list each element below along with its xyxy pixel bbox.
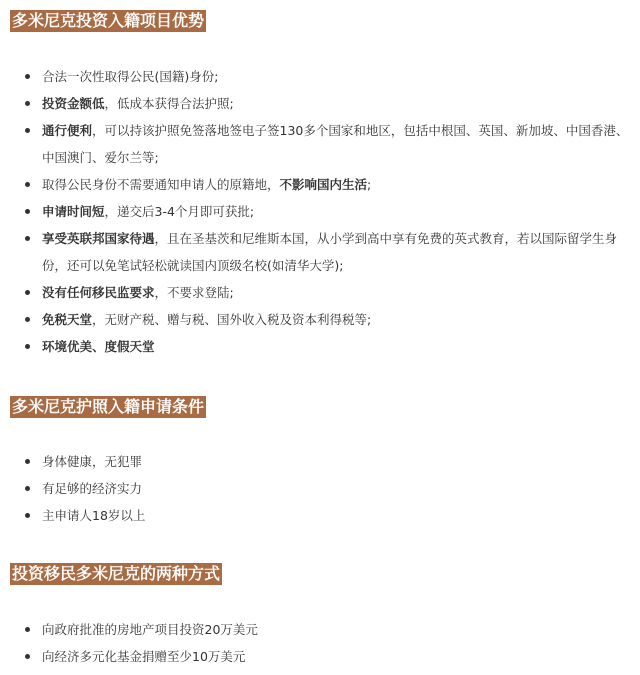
- list-item: 通行便利，可以持该护照免签落地签电子签130多个国家和地区，包括中根国、英国、新加坡、中国香港、中国澳门、爱尔兰等;: [0, 117, 640, 171]
- list-item: 免税天堂，无财产税、赠与税、国外收入税及资本利得税等;: [0, 306, 640, 333]
- list-item: 享受英联邦国家待遇，且在圣基茨和尼维斯本国，从小学到高中享有免费的英式教育，若以国际留学生身份，还可以免笔试轻松就读国内顶级名校(如清华大学);: [0, 225, 640, 279]
- list-item: 环境优美、度假天堂: [0, 333, 640, 360]
- list-item: 投资金额低，低成本获得合法护照;: [0, 90, 640, 117]
- list-item: 取得公民身份不需要通知申请人的原籍地，不影响国内生活;: [0, 171, 640, 198]
- advantages-list: [0, 63, 640, 360]
- list-item: 没有任何移民监要求，不要求登陆;: [0, 279, 640, 306]
- section-heading-methods: 投资移民多米尼克的两种方式: [12, 564, 221, 583]
- list-item: 向经济多元化基金捐赠至少10万美元: [0, 643, 640, 670]
- list-item: 身体健康，无犯罪: [0, 448, 640, 475]
- list-item: 申请时间短，递交后3-4个月即可获批;: [0, 198, 640, 225]
- list-item: 主申请人18岁以上: [0, 502, 640, 529]
- list-item: 合法一次性取得公民(国籍)身份;: [0, 63, 640, 90]
- conditions-list: [0, 448, 640, 529]
- list-item: 向政府批准的房地产项目投资20万美元: [0, 616, 640, 643]
- section-heading-conditions: 多米尼克护照入籍申请条件: [12, 397, 205, 416]
- list-item: 有足够的经济实力: [0, 475, 640, 502]
- methods-list: [0, 616, 640, 670]
- section-heading-advantages: 多米尼克投资入籍项目优势: [12, 11, 205, 30]
